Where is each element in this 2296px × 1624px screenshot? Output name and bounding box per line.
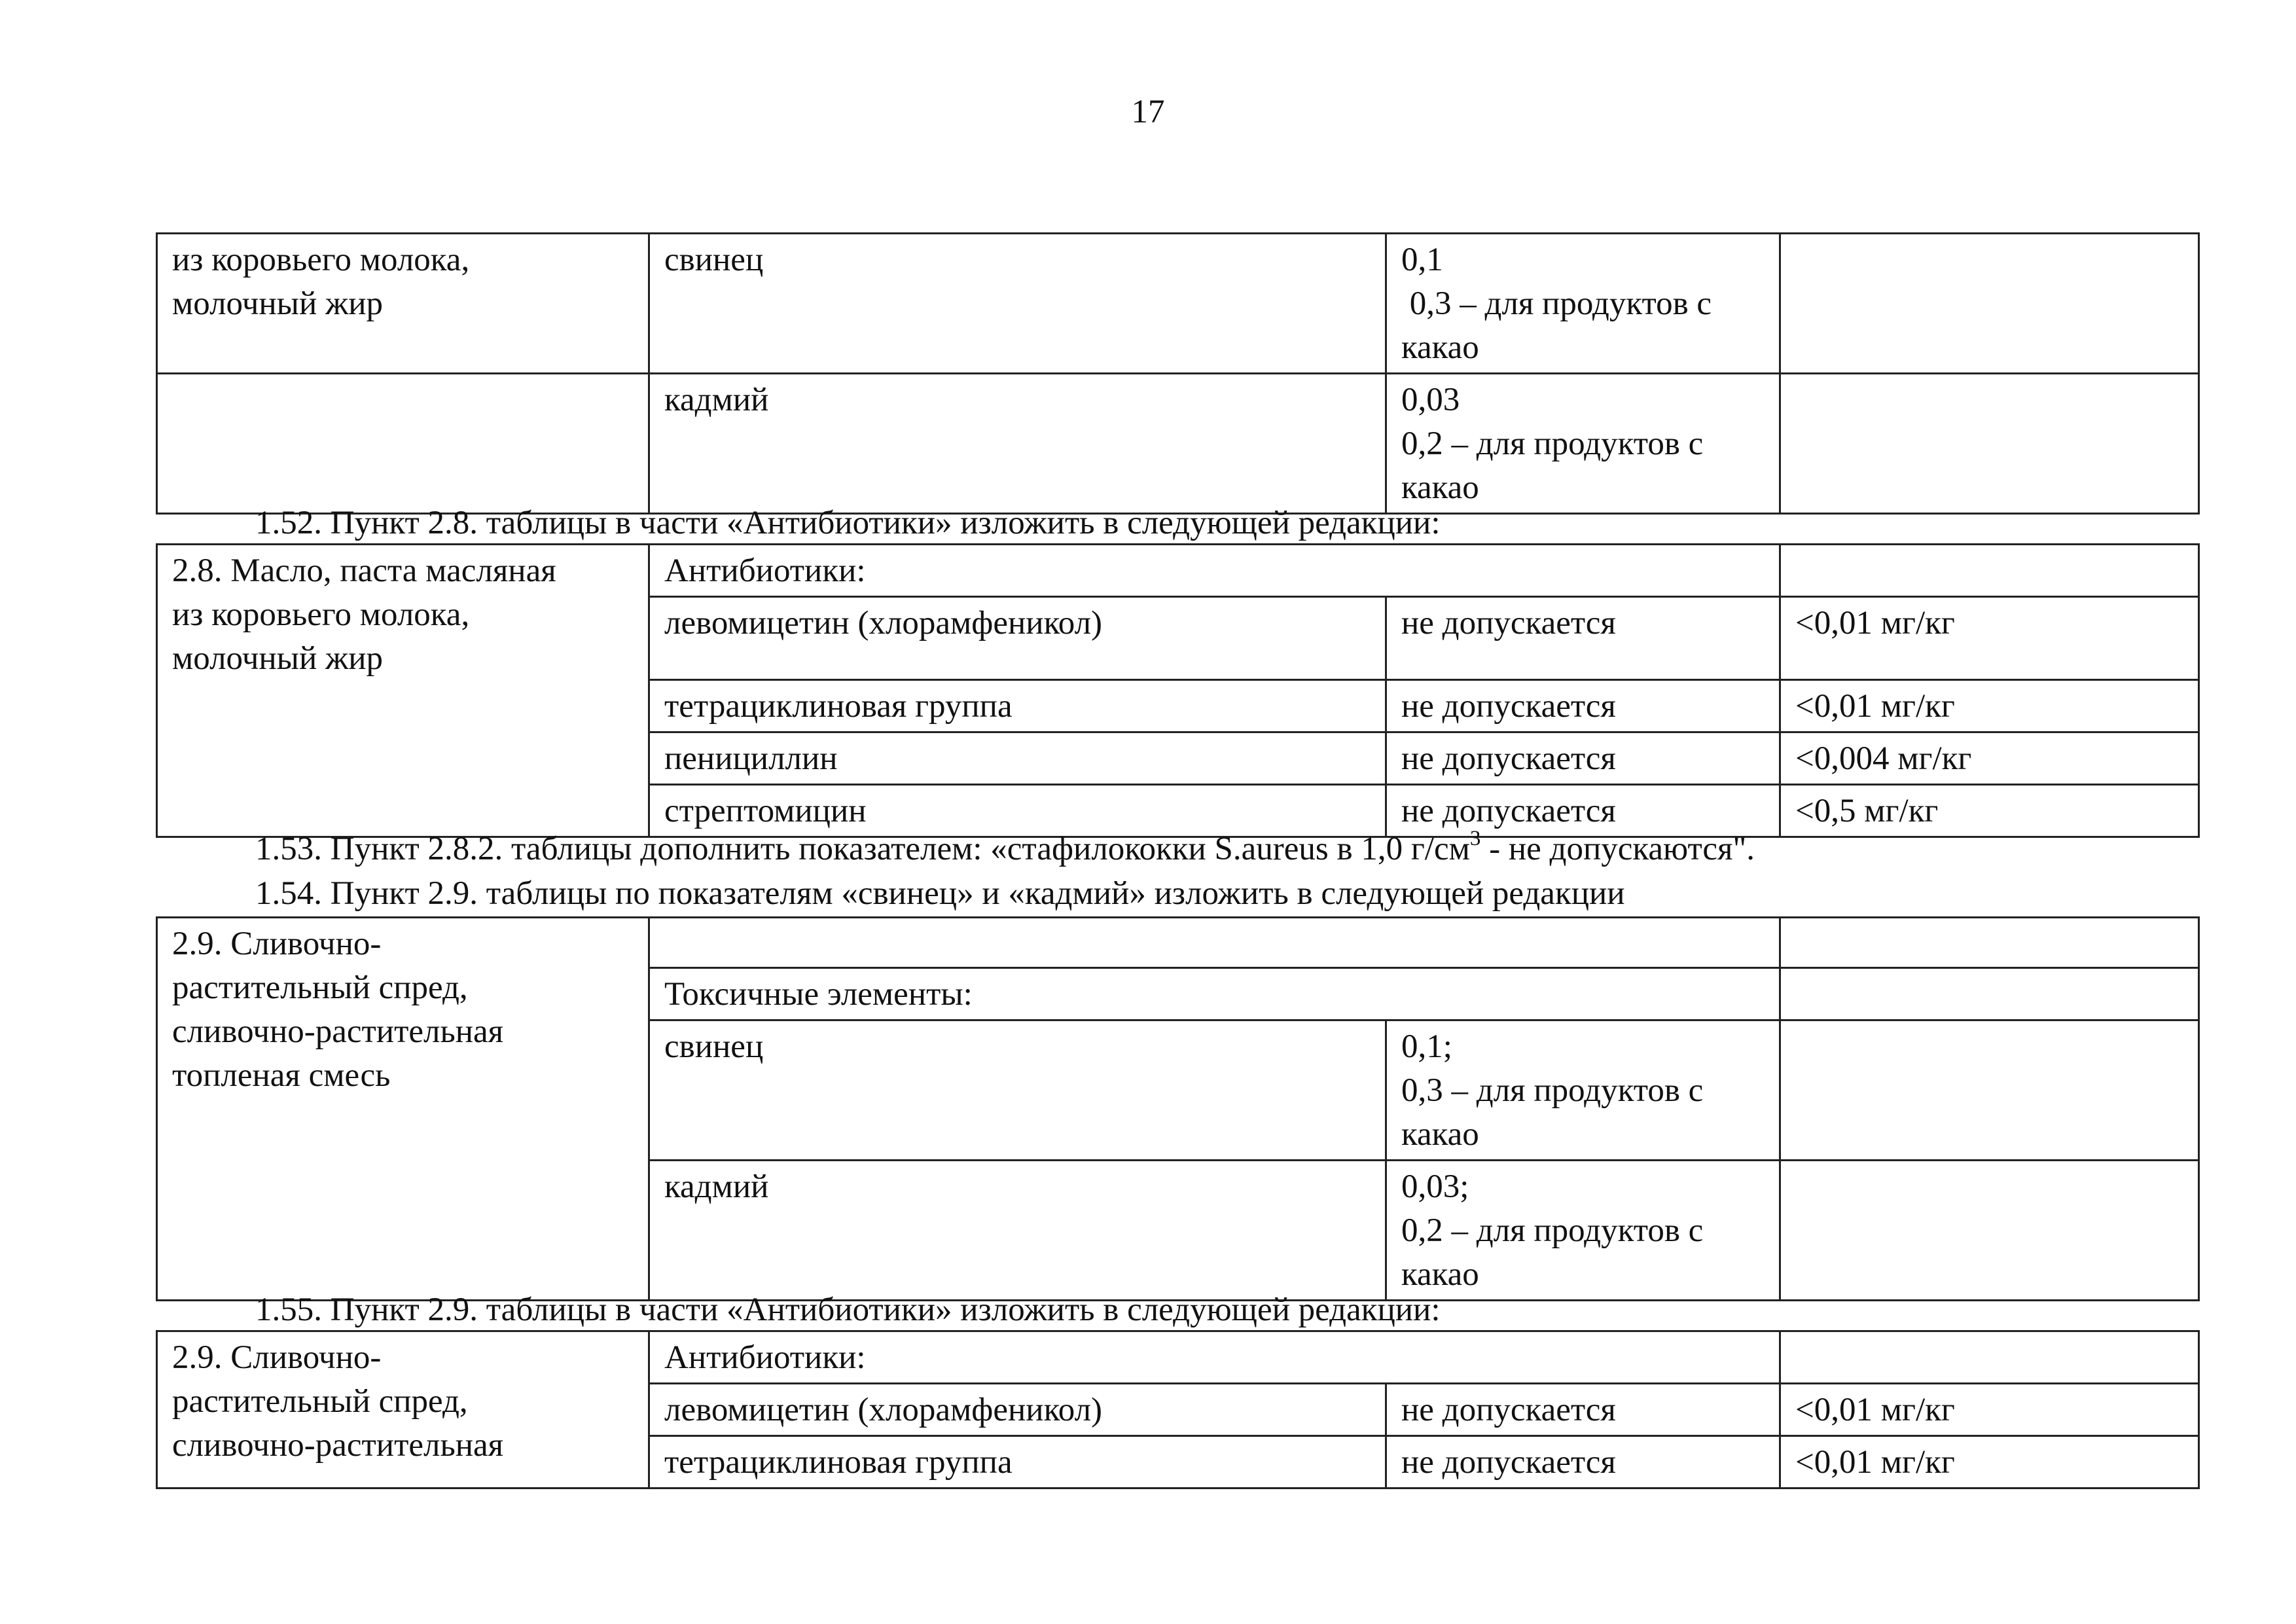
empty-cell — [1780, 1161, 2199, 1301]
note-cell — [1780, 374, 2199, 514]
paragraph-1-53: 1.53. Пункт 2.8.2. таблицы дополнить показателем: «стафилококки S.aureus в 1,0 $г/см^3$ - не допускаются". — [255, 827, 1755, 867]
value-cell: 0,1 0,3 – для продуктов с какао — [1386, 234, 1780, 374]
table-row: тетрациклиновая группа не допускается <0,01 мг/кг — [157, 680, 2199, 732]
table-toxic-elements-spread — [156, 916, 2198, 1301]
table-row: тетрациклиновая группа не допускается <0,01 мг/кг — [157, 1436, 2199, 1489]
paragraph-1-55: 1.55. Пункт 2.9. таблицы в части «Антибиотики» изложить в следующей редакции: — [255, 1291, 1441, 1328]
paragraph-1-54: 1.54. Пункт 2.9. таблицы по показателям «свинец» и «кадмий» изложить в следующей редакции — [255, 875, 1625, 912]
table-row: левомицетин (хлорамфеникол) не допускается <0,01 мг/кг — [157, 597, 2199, 680]
table-row — [157, 545, 2199, 597]
indicator-cell: кадмий — [649, 374, 1386, 514]
table-row: свинец 0,1; 0,3 – для продуктов с какао — [157, 1020, 2199, 1161]
table-row — [157, 918, 2199, 968]
table-row: левомицетин (хлорамфеникол) не допускается <0,01 мг/кг — [157, 1384, 2199, 1436]
indicator-cell: свинец — [649, 234, 1386, 374]
empty-cell — [1780, 968, 2199, 1020]
table-row — [157, 374, 2199, 514]
note-cell — [1780, 234, 2199, 374]
table-row: пенициллин не допускается <0,004 мг/кг — [157, 732, 2199, 785]
group-header-cell: Антибиотики: — [649, 545, 1780, 597]
table-antibiotics-butter — [156, 543, 2198, 838]
group-header-cell: Антибиотики: — [649, 1331, 1780, 1384]
page-number: 17 — [1131, 94, 1165, 130]
table-row — [157, 234, 2199, 374]
product-cell: 2.9. Сливочно- растительный спред, сливочно-растительная — [157, 1331, 649, 1489]
table-antibiotics-spread — [156, 1330, 2198, 1489]
table-row: стрептомицин не допускается <0,5 мг/кг — [157, 785, 2199, 837]
table-row — [157, 1331, 2199, 1384]
empty-cell — [1780, 1331, 2199, 1384]
empty-cell — [1780, 918, 2199, 968]
value-cell: 0,03 0,2 – для продуктов с какао — [1386, 374, 1780, 514]
empty-header-cell — [649, 918, 1780, 968]
group-header-cell: Токсичные элементы: — [649, 968, 1780, 1020]
table-toxic-elements-continued — [156, 232, 2198, 514]
product-cell — [157, 374, 649, 514]
product-cell: из коровьего молока, молочный жир — [157, 234, 649, 374]
product-cell: 2.8. Масло, паста масляная из коровьего молока, молочный жир — [157, 545, 649, 837]
product-cell: 2.9. Сливочно- растительный спред, сливочно-растительная топленая смесь — [157, 918, 649, 1301]
empty-cell — [1780, 1020, 2199, 1161]
table-row: кадмий 0,03; 0,2 – для продуктов с какао — [157, 1161, 2199, 1301]
paragraph-1-52: 1.52. Пункт 2.8. таблицы в части «Антибиотики» изложить в следующей редакции: — [255, 505, 1441, 541]
empty-cell — [1780, 545, 2199, 597]
